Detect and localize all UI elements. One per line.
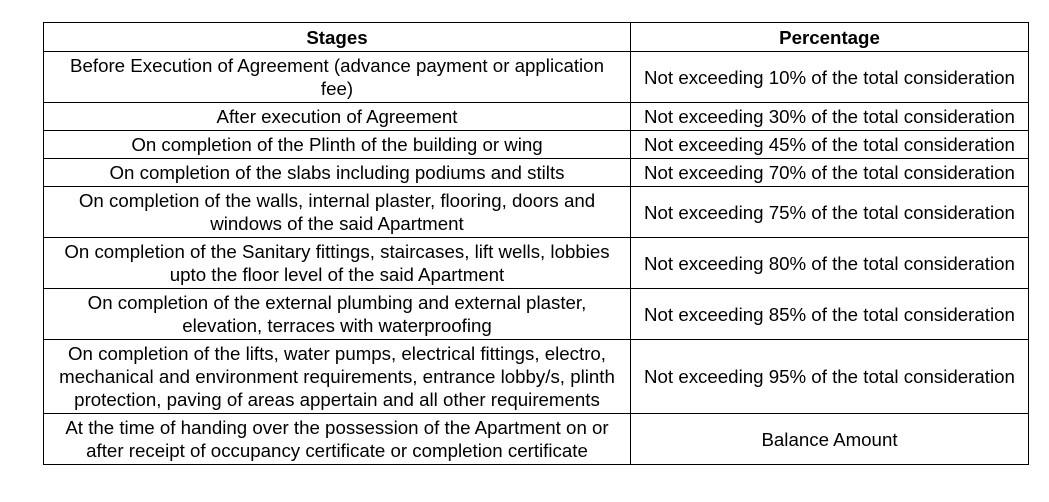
stage-cell: On completion of the walls, internal plaster, flooring, doors and windows of the said Apartment xyxy=(44,187,631,238)
percentage-column-header: Percentage xyxy=(631,23,1029,52)
percentage-cell: Not exceeding 70% of the total consideration xyxy=(631,159,1029,187)
percentage-cell: Balance Amount xyxy=(631,414,1029,465)
table-row xyxy=(44,159,1029,187)
payment-stages-table xyxy=(43,22,1029,465)
stage-cell: After execution of Agreement xyxy=(44,103,631,131)
table-row xyxy=(44,238,1029,289)
table-row xyxy=(44,289,1029,340)
table-row xyxy=(44,52,1029,103)
stages-column-header: Stages xyxy=(44,23,631,52)
stage-cell: On completion of the lifts, water pumps, electrical fittings, electro, mechanical and environment requirements, entrance lobby/s, plinth protection, paving of areas appertain and all other requirements xyxy=(44,340,631,414)
percentage-cell: Not exceeding 85% of the total consideration xyxy=(631,289,1029,340)
percentage-cell: Not exceeding 45% of the total consideration xyxy=(631,131,1029,159)
table-body xyxy=(44,52,1029,465)
stage-cell: Before Execution of Agreement (advance payment or application fee) xyxy=(44,52,631,103)
stage-cell: On completion of the Sanitary fittings, staircases, lift wells, lobbies upto the floor level of the said Apartment xyxy=(44,238,631,289)
table-row xyxy=(44,131,1029,159)
stage-cell: At the time of handing over the possession of the Apartment on or after receipt of occupancy certificate or completion certificate xyxy=(44,414,631,465)
stage-cell: On completion of the slabs including podiums and stilts xyxy=(44,159,631,187)
header-row xyxy=(44,23,1029,52)
percentage-cell: Not exceeding 75% of the total consideration xyxy=(631,187,1029,238)
percentage-cell: Not exceeding 30% of the total consideration xyxy=(631,103,1029,131)
percentage-cell: Not exceeding 80% of the total consideration xyxy=(631,238,1029,289)
stage-cell: On completion of the external plumbing and external plaster, elevation, terraces with waterproofing xyxy=(44,289,631,340)
table-row xyxy=(44,414,1029,465)
table-row xyxy=(44,103,1029,131)
table-row xyxy=(44,187,1029,238)
percentage-cell: Not exceeding 10% of the total consideration xyxy=(631,52,1029,103)
percentage-cell: Not exceeding 95% of the total consideration xyxy=(631,340,1029,414)
table-header xyxy=(44,23,1029,52)
stage-cell: On completion of the Plinth of the building or wing xyxy=(44,131,631,159)
table-row xyxy=(44,340,1029,414)
